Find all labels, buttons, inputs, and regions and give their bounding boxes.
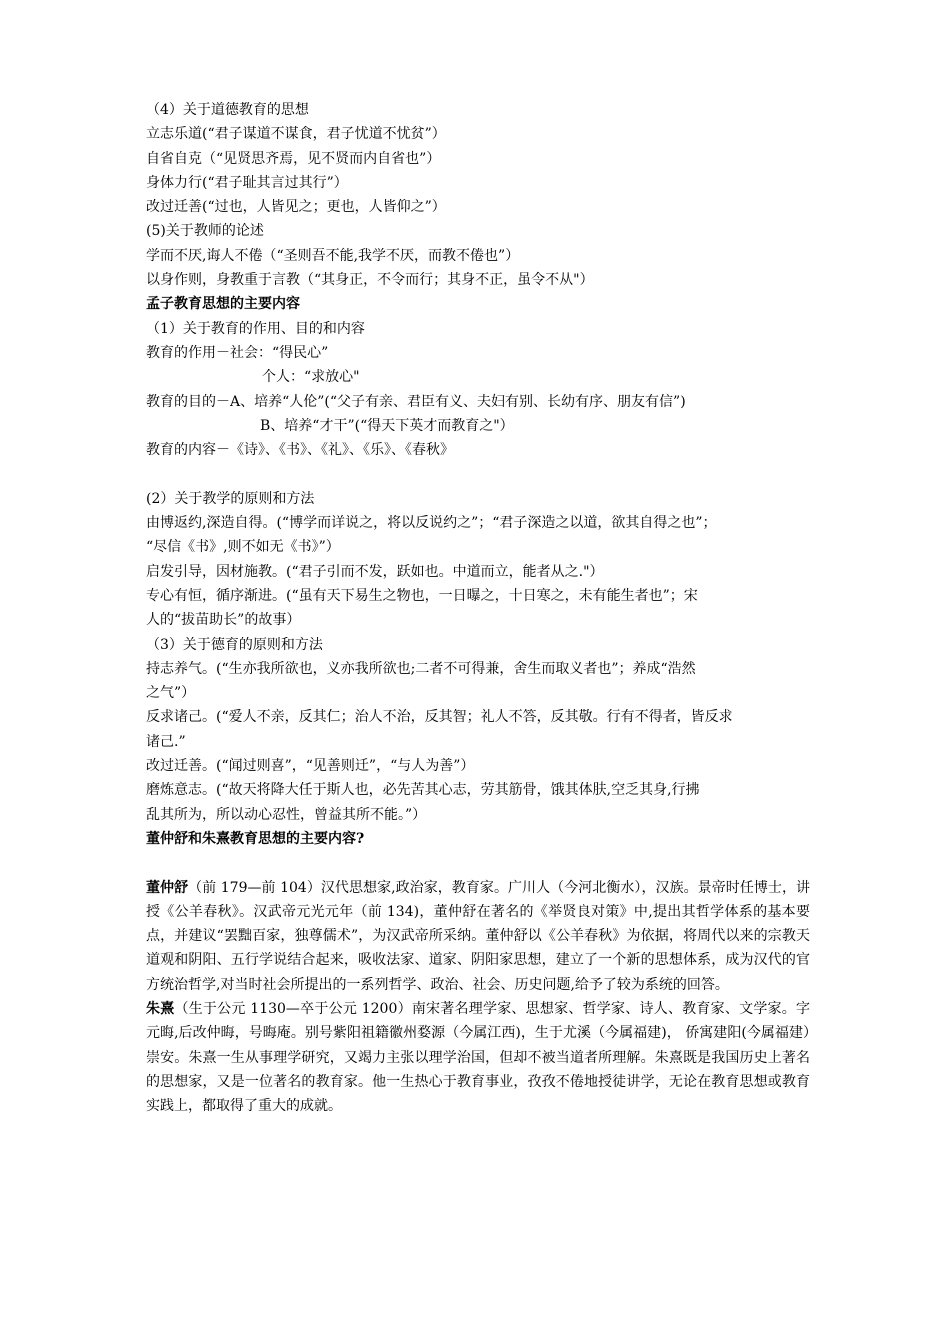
- text-line: 乱其所为，所以动心忍性，曾益其所不能。”）: [146, 806, 427, 823]
- section-heading: （4）关于道德教育的思想: [146, 102, 309, 118]
- paragraph-text: （生于公元 1130—卒于公元 1200）南宋著名理学家、思想家、哲学家、诗人、教育家、文学家。字元晦,后改仲晦，号晦庵。别号紫阳祖籍徽州婺源（今属江西)，生于尤溪（今属福建)， 侨寓建阳(今属福建）崇安。朱熹一生从事理学研究，又竭力主张以理学治国，但却不被当道者所理解。朱熹既是我国历史上著名的思想家，又是一位著名的教育家。他一生热心于教育事业，孜孜不倦地授徒讲学，无论在教育思想或教育实践上，都取得了重大的成就。: [146, 1000, 811, 1115]
- text-line: 持志养气。(“生亦我所欲也，义亦我所欲也;二者不可得兼，舍生而取义者也”；养成“浩然: [146, 660, 696, 677]
- text-line: 个人：“求放心": [262, 369, 360, 386]
- text-line: 由博返约,深造自得。(“博学而详说之，将以反说约之”；“君子深造之以道，欲其自得之也”；: [146, 515, 717, 532]
- dong-paragraph: [146, 876, 810, 997]
- paragraph-text: （前 179—前 104）汉代思想家,政治家，教育家。广川人（今河北衡水），汉族。景帝时任博士，讲授《公羊春秋》。汉武帝元光元年（前 134)，董仲舒在著名的《举贤良对策》中,提出其哲学体系的基本要点，并建议“罢黜百家，独尊儒术”，为汉武帝所采纳。董仲舒以《公羊春秋》为依据，将周代以来的宗教天道观和阴阳、五行学说结合起来，吸收法家、道家、阴阳家思想，建立了一个新的思想体系，成为汉代的官方统治哲学,对当时社会所提出的一系列哲学、政治、社会、历史问题,给予了较为系统的回答。: [146, 879, 811, 993]
- person-name-dong: 董仲舒: [146, 879, 189, 896]
- person-name-zhu: 朱熹: [146, 1000, 175, 1017]
- text-line: 反求诸己。(“爱人不亲，反其仁；治人不治，反其智；礼人不答，反其敬。行有不得者，皆反求: [146, 709, 733, 726]
- text-line: 学而不厌,诲人不倦（“圣则吾不能,我学不厌，而教不倦也”）: [146, 247, 520, 264]
- text-line: 启发引导，因材施教。(“君子引而不发，跃如也。中道而立，能者从之."）: [146, 563, 604, 580]
- blank-line: [146, 462, 810, 486]
- text-line: 以身作则，身教重于言教（“其身正，不令而行；其身不正，虽令不从"）: [146, 272, 594, 289]
- text-line: 教育的作用－社会：“得民心”: [146, 344, 329, 361]
- text-line: 自省自克（“见贤思齐焉，见不贤而内自省也”）: [146, 150, 441, 167]
- text-line: 诸己.”: [146, 733, 186, 750]
- text-line: 立志乐道(“君子谋道不谋食，君子忧道不忧贫”）: [146, 126, 446, 143]
- text-line: B、培养“才干”(“得天下英才而教育之"）: [260, 417, 514, 434]
- text-line: “尽信《书》,则不如无《书》”）: [146, 539, 340, 556]
- document-page: [146, 98, 810, 1118]
- section-heading: (5)关于教师的论述: [146, 223, 264, 240]
- section-title: 孟子教育思想的主要内容: [146, 296, 300, 313]
- zhu-paragraph: [146, 997, 810, 1118]
- section-heading: （1）关于教育的作用、目的和内容: [146, 320, 365, 337]
- text-line: 人的“拔苗助长”的故事）: [146, 612, 301, 629]
- text-line: 专心有恒，循序渐进。(“虽有天下易生之物也，一日曝之，十日寒之，未有能生者也”；宋: [146, 587, 698, 604]
- section-heading: （3）关于德育的原则和方法: [146, 636, 323, 653]
- text-line: 教育的目的－A、培养“人伦”(“父子有亲、君臣有义、夫妇有别、长幼有序、朋友有信”): [146, 393, 686, 410]
- section-title: 董仲舒和朱熹教育思想的主要内容?: [146, 830, 365, 847]
- text-line: 磨炼意志。(“故天将降大任于斯人也，必先苦其心志，劳其筋骨，饿其体肤,空乏其身,行拂: [146, 782, 700, 799]
- section-heading: (2）关于教学的原则和方法: [146, 490, 315, 507]
- blank-line: [146, 851, 810, 875]
- text-line: 之气”）: [146, 685, 196, 702]
- text-line: 改过迁善(“过也，人皆见之；更也，人皆仰之”）: [146, 199, 446, 216]
- text-line: 教育的内容－《诗》、《书》、《礼》、《乐》、《春秋》: [146, 442, 454, 459]
- text-line: 身体力行(“君子耻其言过其行”）: [146, 174, 348, 191]
- text-line: 改过迁善。(“闻过则喜”，“见善则迁”，“与人为善”）: [146, 758, 475, 775]
